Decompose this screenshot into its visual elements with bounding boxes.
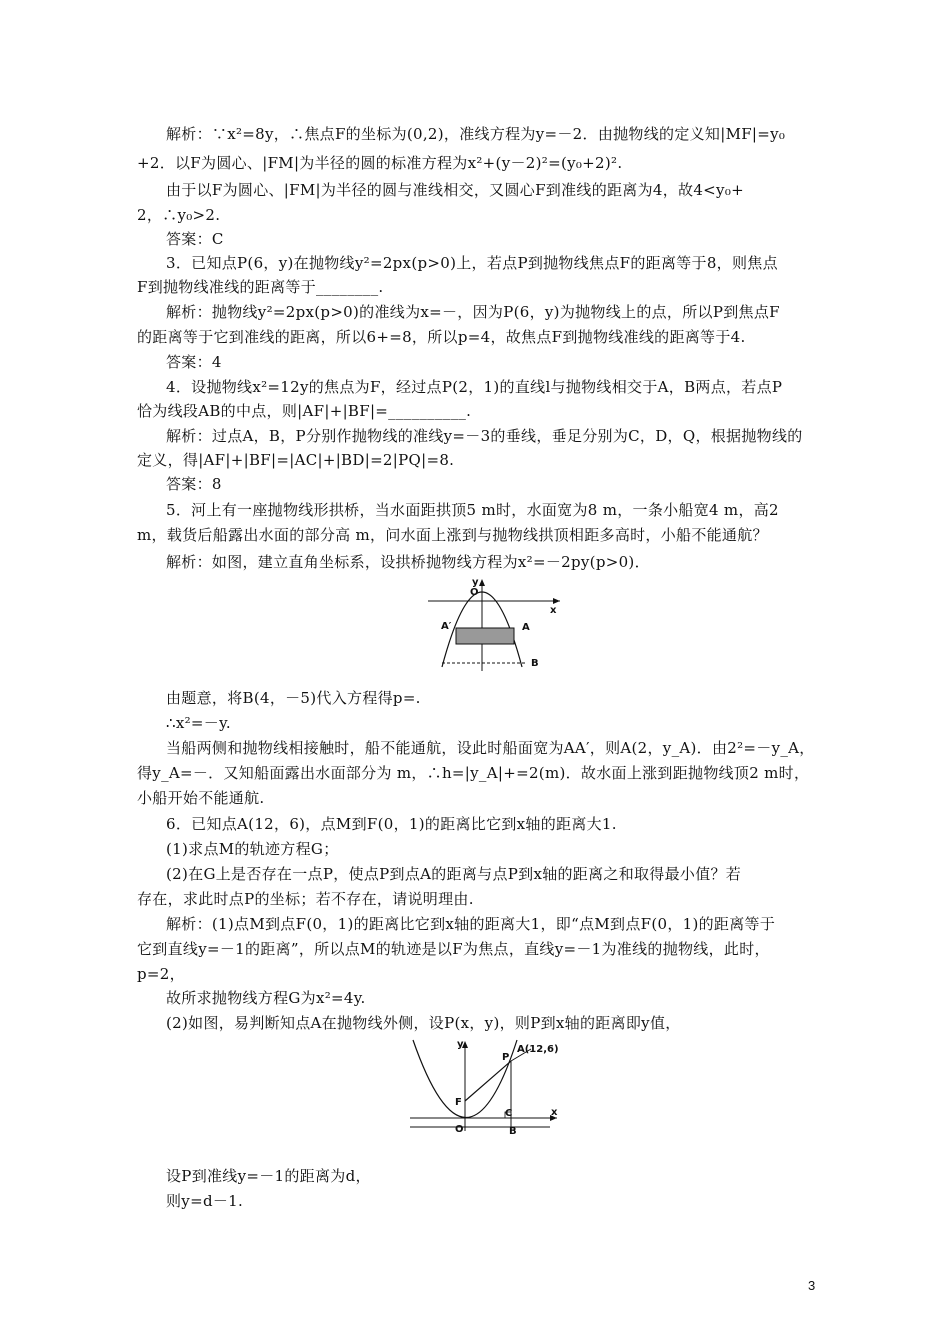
text-line: 解析：∵x²=8y，∴焦点F的坐标为(0,2)，准线方程为y=－2．由抛物线的定义知|MF|=y₀ xyxy=(166,125,786,143)
question-line: 存在，求此时点P的坐标；若不存在，请说明理由. xyxy=(137,890,474,908)
answer-line: 答案：4 xyxy=(166,353,222,371)
text-line: 解析：过点A，B，P分别作抛物线的准线y=－3的垂线，垂足分别为C，D，Q，根据抛物线的 xyxy=(166,427,803,445)
label-y: y xyxy=(472,577,479,588)
text-line: 解析：(1)点M到点F(0，1)的距离比它到x轴的距离大1，即“点M到点F(0，1)的距离等于 xyxy=(166,915,776,933)
question-line: 6．已知点A(12，6)，点M到F(0，1)的距离比它到x轴的距离大1. xyxy=(166,815,617,833)
label-p: P xyxy=(502,1052,510,1063)
question-line: m，载货后船露出水面的部分高 m，问水面上涨到与抛物线拱顶相距多高时，小船不能通航？ xyxy=(137,526,768,544)
text-line: 设P到准线y=－1的距离为d， xyxy=(166,1167,371,1185)
y-axis-arrow xyxy=(479,579,485,586)
label-b: B xyxy=(531,658,539,669)
text-line: 故所求抛物线方程G为x²=4y. xyxy=(166,989,366,1007)
label-b: B xyxy=(509,1126,517,1135)
text-line: ∴x²=－y. xyxy=(166,714,231,732)
text-line: 由题意，将B(4，－5)代入方程得p=. xyxy=(166,689,421,707)
question-line: 4．设抛物线x²=12y的焦点为F，经过点P(2，1)的直线l与抛物线相交于A，B两点，若点P xyxy=(166,378,783,396)
label-a: A(12,6) xyxy=(517,1044,559,1055)
segment-fp xyxy=(465,1061,511,1101)
text-line: 的距离等于它到准线的距离，所以6+=8，所以p=4，故焦点F到抛物线准线的距离等于4. xyxy=(137,328,746,346)
question-line: F到抛物线准线的距离等于________. xyxy=(137,278,384,296)
label-c: C xyxy=(505,1108,513,1119)
label-f: F xyxy=(455,1097,462,1108)
text-line: 解析：抛物线y²=2px(p>0)的准线为x=－，因为P(6，y)为抛物线上的点，所以P到焦点F xyxy=(166,303,780,321)
text-line: 定义，得|AF|+|BF|=|AC|+|BD|=2|PQ|=8. xyxy=(137,451,455,469)
text-line: 得y_A=－．又知船面露出水面部分为 m，∴h=|y_A|+=2(m)．故水面上涨到距抛物线顶2 m时， xyxy=(137,764,810,782)
label-o: O xyxy=(455,1124,464,1135)
question-line: 3．已知点P(6，y)在抛物线y²=2px(p>0)上，若点P到抛物线焦点F的距离等于8，则焦点 xyxy=(166,254,778,272)
label-o: O xyxy=(470,587,479,598)
label-a: A xyxy=(522,622,530,633)
label-x: x xyxy=(551,1107,558,1118)
text-line: (2)如图，易判断知点A在抛物线外侧，设P(x，y)，则P到x轴的距离即y值， xyxy=(166,1014,681,1032)
answer-line: 答案：8 xyxy=(166,475,222,493)
text-line: 小船开始不能通航. xyxy=(137,789,265,807)
text-line: 解析：如图，建立直角坐标系，设拱桥抛物线方程为x²=－2py(p>0)． xyxy=(166,553,650,571)
label-a-prime: A′ xyxy=(441,621,452,632)
page-number: 3 xyxy=(808,1278,816,1293)
text-line: p=2， xyxy=(137,965,185,983)
text-line: 它到直线y=－1的距离”，所以点M的轨迹是以F为焦点，直线y=－1为准线的抛物线，此时， xyxy=(137,940,770,958)
answer-line: 答案：C xyxy=(166,230,224,248)
text-line: 2，∴y₀>2. xyxy=(137,206,221,224)
question-line: 5．河上有一座抛物线形拱桥，当水面距拱顶5 m时，水面宽为8 m，一条小船宽4 m，高2 xyxy=(166,501,779,519)
label-y: y xyxy=(457,1039,464,1050)
parabola-distance-figure xyxy=(405,1035,565,1135)
question-line: 恰为线段AB的中点，则|AF|+|BF|=__________. xyxy=(137,402,472,420)
text-line: 则y=d－1. xyxy=(166,1192,244,1210)
boat-rect xyxy=(456,628,514,644)
text-line: 由于以F为圆心、|FM|为半径的圆与准线相交，又圆心F到准线的距离为4，故4<y₀+ xyxy=(166,181,745,199)
x-axis-arrow xyxy=(553,598,560,604)
question-line: (2)在G上是否存在一点P，使点P到点A的距离与点P到x轴的距离之和取得最小值？若 xyxy=(166,865,742,883)
label-x: x xyxy=(550,605,557,616)
bridge-parabola-figure xyxy=(420,573,570,673)
question-line: (1)求点M的轨迹方程G； xyxy=(166,840,339,858)
text-line: +2．以F为圆心、|FM|为半径的圆的标准方程为x²+(y－2)²=(y₀+2)². xyxy=(137,154,623,172)
text-line: 当船两侧和抛物线相接触时，船不能通航，设此时船面宽为AA′，则A(2，y_A)．由2²=－y_A， xyxy=(166,739,815,757)
